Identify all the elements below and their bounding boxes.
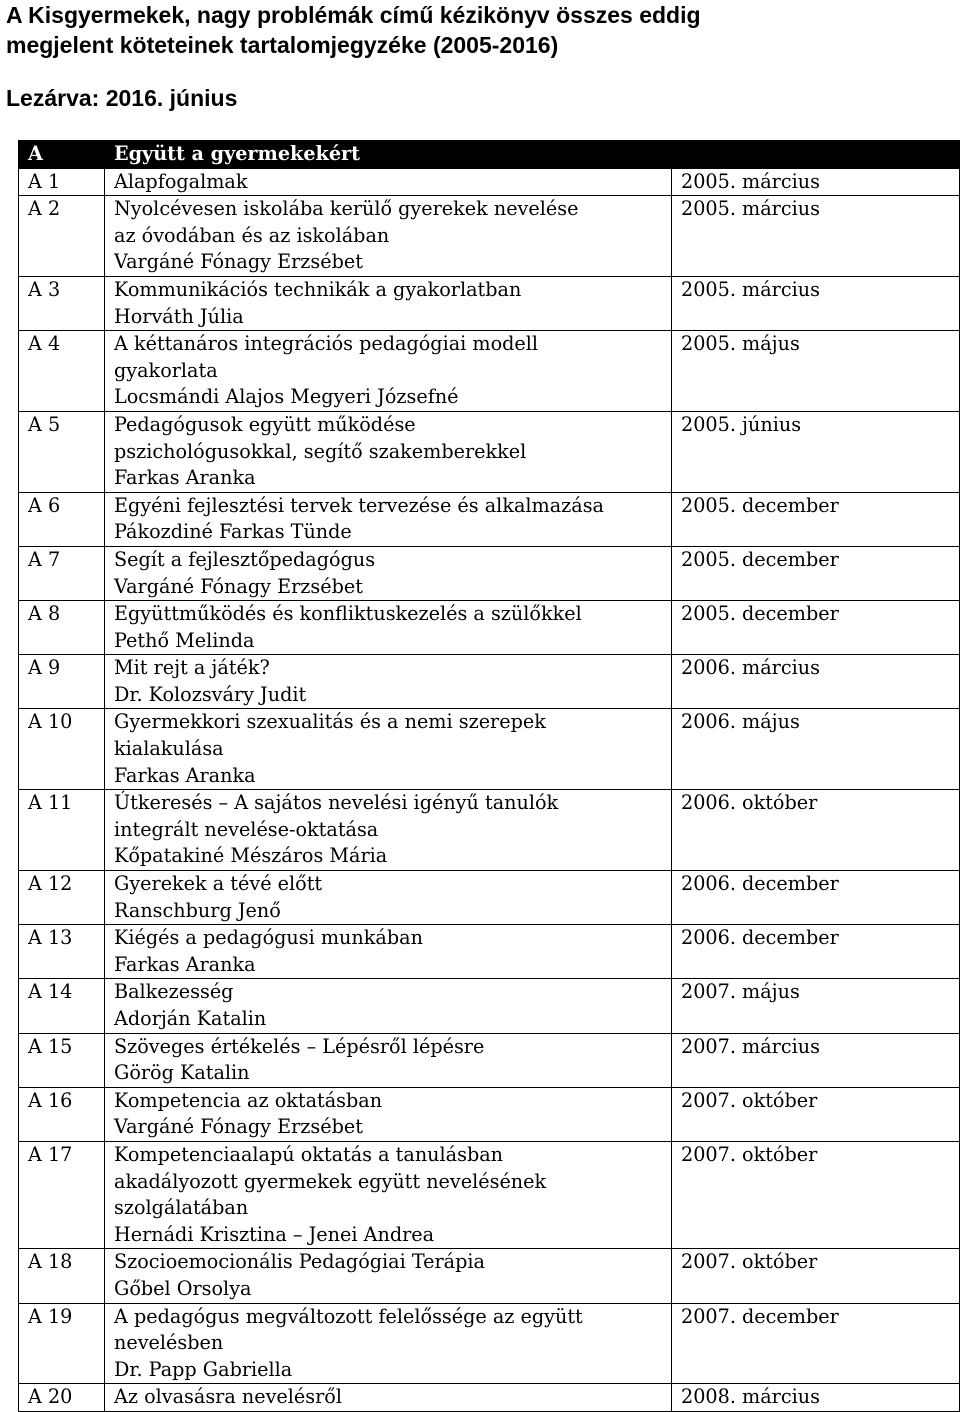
volume-line-last: Görög Katalin	[114, 1061, 250, 1085]
volume-line-last: Ranschburg Jenő	[114, 898, 281, 922]
publication-date: 2005. március	[672, 276, 960, 330]
volume-line: Kommunikációs technikák a gyakorlatban	[114, 277, 522, 301]
table-row	[19, 546, 960, 600]
table-row	[19, 1141, 960, 1248]
volume-line-last: Farkas Aranka	[114, 952, 256, 976]
volume-line: az óvodában és az iskolában	[114, 223, 390, 247]
table-row	[19, 1384, 960, 1412]
volume-line: Kompetenciaalapú oktatás a tanulásban	[114, 1142, 504, 1166]
contents-table	[18, 140, 960, 1412]
volume-title-cell	[105, 196, 672, 277]
table-row	[19, 655, 960, 709]
section-code: A	[19, 141, 105, 169]
volume-code: A 2	[19, 196, 105, 277]
section-title: Együtt a gyermekekért	[105, 141, 960, 169]
table-row	[19, 1249, 960, 1303]
volume-line: nevelésben	[114, 1331, 224, 1355]
table-row	[19, 1303, 960, 1384]
volume-title-cell	[105, 655, 672, 709]
volume-code: A 11	[19, 790, 105, 871]
volume-line: Kiégés a pedagógusi munkában	[114, 926, 423, 950]
publication-date: 2006. október	[672, 790, 960, 871]
volume-code: A 17	[19, 1141, 105, 1248]
volume-line: Pedagógusok együtt működése	[114, 412, 416, 436]
volume-title-cell	[105, 1141, 672, 1248]
volume-code: A 15	[19, 1033, 105, 1087]
volume-title-cell	[105, 276, 672, 330]
publication-date: 2005. december	[672, 492, 960, 546]
volume-line-last: Horváth Júlia	[114, 304, 244, 328]
volume-code: A 5	[19, 411, 105, 492]
volume-line: Útkeresés – A sajátos nevelési igényű tanulók	[114, 791, 559, 815]
volume-code: A 13	[19, 925, 105, 979]
title-line-1: A Kisgyermekek, nagy problémák című kézikönyv összes eddig	[6, 2, 701, 28]
volume-line: Mit rejt a játék?	[114, 656, 270, 680]
volume-title-cell	[105, 871, 672, 925]
volume-line: Szöveges értékelés – Lépésről lépésre	[114, 1034, 485, 1058]
closed-date: Lezárva: 2016. június	[6, 85, 238, 111]
volume-line-last: Pethő Melinda	[114, 628, 255, 652]
volume-title-cell	[105, 1087, 672, 1141]
volume-line: Alapfogalmak	[114, 169, 248, 193]
publication-date: 2005. június	[672, 411, 960, 492]
volume-line: Szocioemocionális Pedagógiai Terápia	[114, 1250, 485, 1274]
volume-title-cell	[105, 979, 672, 1033]
table-row	[19, 709, 960, 790]
publication-date: 2006. december	[672, 925, 960, 979]
volume-line: akadályozott gyermekek együtt nevelésének	[114, 1169, 547, 1193]
volume-code: A 9	[19, 655, 105, 709]
volume-line: pszichológusokkal, segítő szakemberekkel	[114, 439, 527, 463]
publication-date: 2006. december	[672, 871, 960, 925]
volume-title-cell	[105, 331, 672, 412]
volume-line: kialakulása	[114, 737, 224, 761]
publication-date: 2006. május	[672, 709, 960, 790]
volume-line-last: Farkas Aranka	[114, 763, 256, 787]
volume-line: Az olvasásra nevelésről	[114, 1385, 342, 1409]
volume-line-last: Adorján Katalin	[114, 1007, 267, 1030]
volume-line-last: Kőpatakiné Mészáros Mária	[114, 844, 388, 868]
volume-title-cell	[105, 925, 672, 979]
publication-date: 2007. március	[672, 1033, 960, 1087]
table-row	[19, 790, 960, 871]
volume-title-cell	[105, 411, 672, 492]
title-line-2: megjelent köteteinek tartalomjegyzéke (2005-2016)	[6, 32, 559, 58]
volume-line: Segít a fejlesztőpedagógus	[114, 547, 376, 571]
volume-code: A 3	[19, 276, 105, 330]
table-row	[19, 168, 960, 196]
publication-date: 2006. március	[672, 655, 960, 709]
table-row	[19, 601, 960, 655]
contents-table-body	[19, 141, 960, 1412]
volume-code: A 1	[19, 168, 105, 196]
volume-line-last: Vargáné Fónagy Erzsébet	[114, 574, 363, 598]
volume-code: A 18	[19, 1249, 105, 1303]
volume-title-cell	[105, 709, 672, 790]
publication-date: 2007. október	[672, 1141, 960, 1248]
table-row	[19, 411, 960, 492]
table-row	[19, 492, 960, 546]
document-title	[6, 0, 946, 60]
volume-line: A pedagógus megváltozott felelőssége az együtt	[114, 1304, 583, 1328]
publication-date: 2007. május	[672, 979, 960, 1033]
volume-title-cell	[105, 168, 672, 196]
publication-date: 2008. március	[672, 1384, 960, 1412]
volume-line-last: Gőbel Orsolya	[114, 1276, 252, 1300]
table-row	[19, 196, 960, 277]
volume-line-last: Dr. Kolozsváry Judit	[114, 682, 307, 706]
volume-code: A 20	[19, 1384, 105, 1412]
volume-line-last: Pákozdiné Farkas Tünde	[114, 520, 352, 544]
publication-date: 2005. május	[672, 331, 960, 412]
volume-code: A 14	[19, 979, 105, 1033]
table-row	[19, 331, 960, 412]
publication-date: 2007. december	[672, 1303, 960, 1384]
table-row	[19, 979, 960, 1033]
volume-line: szolgálatában	[114, 1196, 249, 1220]
volume-line: Gyermekkori szexualitás és a nemi szerepek	[114, 710, 546, 734]
volume-line-last: Locsmándi Alajos Megyeri Józsefné	[114, 385, 459, 409]
volume-line-last: Dr. Papp Gabriella	[114, 1357, 293, 1381]
volume-title-cell	[105, 790, 672, 871]
volume-title-cell	[105, 1384, 672, 1412]
volume-line-last: Vargáné Fónagy Erzsébet	[114, 1115, 363, 1139]
volume-line: Kompetencia az oktatásban	[114, 1088, 383, 1112]
volume-title-cell	[105, 1249, 672, 1303]
section-header-row	[19, 141, 960, 169]
volume-title-cell	[105, 492, 672, 546]
volume-line: Egyéni fejlesztési tervek tervezése és alkalmazása	[114, 493, 604, 517]
volume-line: Nyolcévesen iskolába kerülő gyerekek nevelése	[114, 197, 579, 221]
publication-date: 2007. október	[672, 1249, 960, 1303]
volume-line: Balkezesség	[114, 980, 234, 1004]
volume-code: A 12	[19, 871, 105, 925]
volume-line: integrált nevelése-oktatása	[114, 817, 379, 841]
publication-date: 2005. december	[672, 546, 960, 600]
publication-date: 2005. március	[672, 168, 960, 196]
volume-title-cell	[105, 1033, 672, 1087]
volume-line: A kéttanáros integrációs pedagógiai modell	[114, 332, 539, 356]
volume-line: Együttműködés és konfliktuskezelés a szülőkkel	[114, 602, 582, 626]
volume-code: A 4	[19, 331, 105, 412]
publication-date: 2005. december	[672, 601, 960, 655]
volume-line: Gyerekek a tévé előtt	[114, 872, 323, 896]
volume-code: A 16	[19, 1087, 105, 1141]
volume-code: A 10	[19, 709, 105, 790]
volume-code: A 6	[19, 492, 105, 546]
publication-date: 2007. október	[672, 1087, 960, 1141]
table-row	[19, 925, 960, 979]
volume-title-cell	[105, 546, 672, 600]
table-row	[19, 871, 960, 925]
volume-line-last: Hernádi Krisztina – Jenei Andrea	[114, 1222, 435, 1246]
volume-code: A 8	[19, 601, 105, 655]
volume-code: A 7	[19, 546, 105, 600]
volume-line-last: Vargáné Fónagy Erzsébet	[114, 250, 363, 274]
table-row	[19, 1033, 960, 1087]
volume-code: A 19	[19, 1303, 105, 1384]
publication-date: 2005. március	[672, 196, 960, 277]
volume-title-cell	[105, 601, 672, 655]
volume-line-last: Farkas Aranka	[114, 466, 256, 490]
table-row	[19, 276, 960, 330]
table-row	[19, 1087, 960, 1141]
volume-title-cell	[105, 1303, 672, 1384]
volume-line: gyakorlata	[114, 358, 218, 382]
